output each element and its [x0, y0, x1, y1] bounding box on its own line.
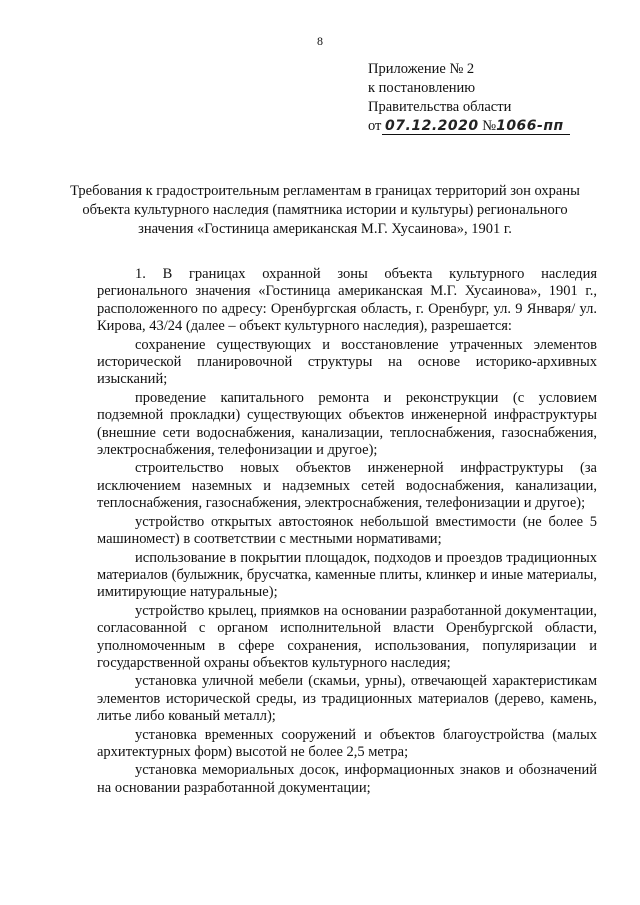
- paragraph-1: 1. В границах охранной зоны объекта культурного наследия регионального значения «Гостиница американская М.Г. Хусаинова», 1901 г., расположенного по адресу: Оренбургская область, г. Оренбург, ул. 9 Января/ ул. Кирова, 43/24 (далее – объект культурного наследия), разрешается:: [97, 266, 597, 335]
- appendix-block: [368, 60, 564, 136]
- paragraph-10: установка мемориальных досок, информационных знаков и обозначений на основании разработанной документации;: [97, 762, 597, 796]
- paragraph-7: устройство крылец, приямков на основании разработанной документации, согласованной с органом исполнительной власти Оренбургской области, уполномоченным в сфере сохранения, использования, популяризации и государственной охраны объектов культурного наследия;: [97, 602, 597, 671]
- document-heading: Требования к градостроительным регламентам в границах территорий зон охраны объекта культурного наследия (памятника истории и культуры) регионального значения «Гостиница американская М.Г. Хусаинова», 1901 г.: [70, 183, 580, 237]
- paragraph-6: использование в покрытии площадок, подходов и проездов традиционных материалов (булыжник, брусчатка, каменные плиты, клинкер и иные материалы, имитирующие натуральные);: [97, 549, 597, 601]
- appendix-line-government: Правительства области: [368, 99, 512, 115]
- paragraph-9: установка временных сооружений и объектов благоустройства (малых архитектурных форм) высотой не более 2,5 метра;: [97, 726, 597, 760]
- number-sign: №: [482, 118, 497, 134]
- paragraph-4: строительство новых объектов инженерной инфраструктуры (за исключением наземных и надземных сетей водоснабжения, канализации, теплоснабжения, газоснабжения, электроснабжения, телефонизации и другое);: [97, 460, 597, 512]
- appendix-line-resolution: к постановлению: [368, 80, 476, 96]
- page-number: 8: [317, 34, 323, 48]
- appendix-date-number-line: [368, 117, 564, 136]
- appendix-title: Приложение № 2: [368, 61, 475, 77]
- paragraph-2: сохранение существующих и восстановление утраченных элементов исторической планировочной структуры на основе историко-архивных изысканий;: [97, 336, 597, 388]
- paragraph-3: проведение капитального ремонта и реконструкции (с условием подземной прокладки) существующих объектов инженерной инфраструктуры (внешние сети водоснабжения, канализации, теплоснабжения, газоснабжения, электроснабжения, телефонизации и другое);: [97, 389, 597, 459]
- date-prefix: от: [368, 118, 382, 134]
- paragraph-5: устройство открытых автостоянок небольшой вместимости (не более 5 машиномест) в соответствии с местными нормативами;: [97, 513, 597, 548]
- handwritten-date: 07.12.2020: [385, 118, 479, 134]
- paragraph-8: установка уличной мебели (скамьи, урны), отвечающей характеристикам элементов исторической среды, из традиционных материалов (дерево, камень, литье либо кованый металл);: [97, 673, 597, 725]
- document-body: [97, 266, 597, 797]
- handwritten-number: 1066-пп: [496, 118, 564, 134]
